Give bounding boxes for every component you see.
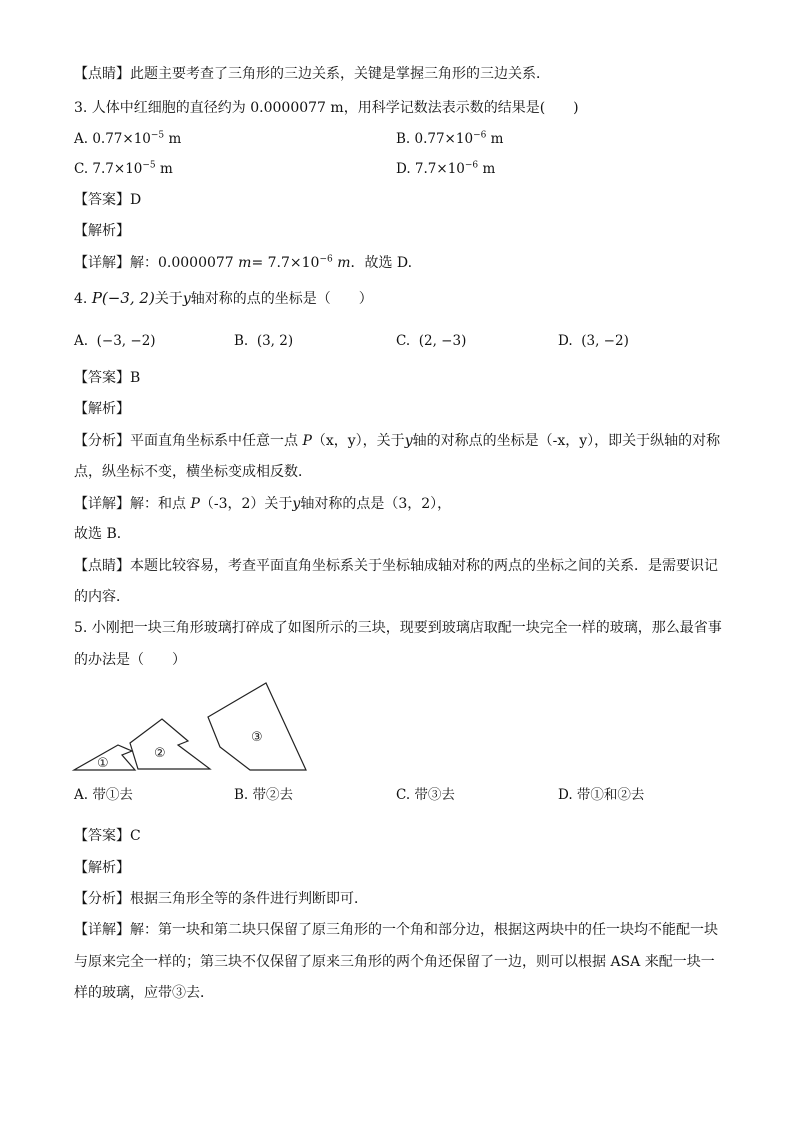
q3-answer: 【答案】D bbox=[74, 192, 142, 208]
q4-analysis-line-1: 【分析】平面直角坐标系中任意一点 P（x，y），关于y轴的对称点的坐标是（-x，y），即关于纵轴的对称 bbox=[74, 433, 721, 449]
q5-analysis: 【分析】根据三角形全等的条件进行判断即可． bbox=[74, 891, 368, 907]
glass-piece-1-label: ① bbox=[97, 756, 109, 771]
glass-piece-2 bbox=[130, 719, 210, 769]
question-5-line-1: 5. 小刚把一块三角形玻璃打碎成了如图所示的三块，现要到玻璃店取配一块完全一样的玻璃，那么最省事 bbox=[74, 620, 722, 636]
q4-option-c: C. (2, −3) bbox=[396, 333, 467, 349]
q5-detail-line-3: 样的玻璃，应带③去． bbox=[74, 985, 214, 1001]
q3-option-b: B. $0.77\times 10^{-6}$ m bbox=[396, 130, 504, 147]
q3-detail: 【详解】解：0.0000077 $m= 7.7\times 10^{-6}$ m．故选 D. bbox=[74, 254, 413, 271]
q4-analysis-line-2: 点，纵坐标不变，横坐标变成相反数． bbox=[74, 464, 312, 480]
q4-answer: 【答案】B bbox=[74, 370, 141, 386]
q4-remark-line-1: 【点睛】本题比较容易，考查平面直角坐标系关于坐标轴成轴对称的两点的坐标之间的关系．是需要识记 bbox=[74, 558, 718, 574]
q5-detail-line-1: 【详解】解：第一块和第二块只保留了原三角形的一个角和部分边，根据这两块中的任一块均不能配一块 bbox=[74, 922, 718, 938]
q3-option-c: C. $7.7\times 10^{-5}$ m bbox=[74, 160, 173, 177]
question-4-text: 4. P(−3, 2)关于y轴对称的点的坐标是（ ） bbox=[74, 289, 373, 307]
q4-option-d: D. (3, −2) bbox=[558, 333, 629, 349]
q4-detail-line-2: 故选 B． bbox=[74, 526, 131, 542]
q5-option-b: B. 带②去 bbox=[234, 787, 294, 803]
q4-option-b: B. (3, 2) bbox=[234, 333, 294, 349]
question-3-text: 3. 人体中红细胞的直径约为 0.0000077 m，用科学记数法表示数的结果是( ) bbox=[74, 100, 579, 116]
q5-detail-line-2: 与原来完全一样的；第三块不仅保留了原来三角形的两个角还保留了一边，则可以根据 ASA 来配一块一 bbox=[74, 954, 715, 970]
q4-detail-line-1: 【详解】解：和点 P（-3，2）关于y轴对称的点是（3，2）， bbox=[74, 496, 452, 512]
q5-answer: 【答案】C bbox=[74, 828, 141, 844]
q5-analysis-heading: 【解析】 bbox=[74, 860, 130, 876]
q4-option-a: A. (−3, −2) bbox=[74, 333, 156, 349]
question-5-line-2: 的办法是（ ） bbox=[74, 652, 186, 668]
q4-remark-line-2: 的内容． bbox=[74, 589, 130, 605]
glass-piece-3 bbox=[208, 683, 306, 770]
q5-option-c: C. 带③去 bbox=[396, 787, 455, 803]
q3-option-a: A. $0.77\times 10^{-5}$ m bbox=[74, 130, 182, 147]
broken-glass-figure bbox=[60, 675, 320, 780]
q4-analysis-heading: 【解析】 bbox=[74, 401, 130, 417]
q5-option-d: D. 带①和②去 bbox=[558, 787, 645, 803]
q3-analysis-heading: 【解析】 bbox=[74, 223, 130, 239]
q3-option-d: D. $7.7\times 10^{-6}$ m bbox=[396, 160, 496, 177]
remark-line: 【点睛】此题主要考查了三角形的三边关系，关键是掌握三角形的三边关系． bbox=[74, 66, 550, 82]
q5-option-a: A. 带①去 bbox=[74, 787, 133, 803]
glass-piece-3-label: ③ bbox=[251, 730, 263, 745]
glass-piece-2-label: ② bbox=[154, 746, 166, 761]
